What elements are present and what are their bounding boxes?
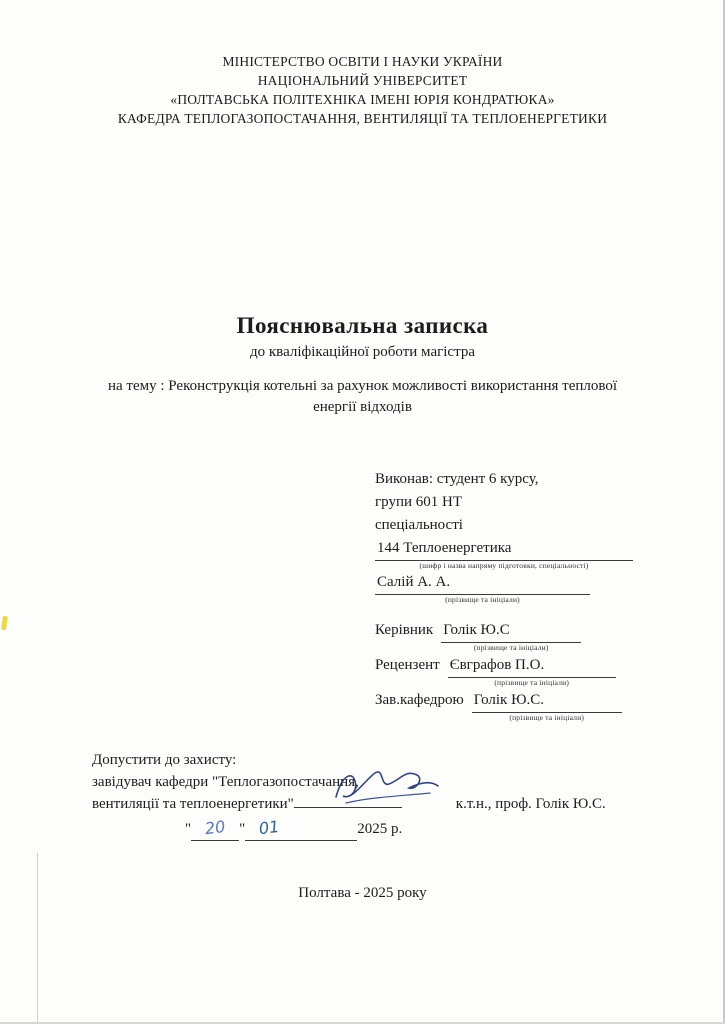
- supervisor-caption: (прізвище та ініціали): [473, 643, 549, 652]
- reviewer-name: Євграфов П.О.: [448, 654, 616, 678]
- scan-artifact-vertical-line: [37, 853, 38, 1024]
- reviewer-field: [448, 654, 616, 688]
- department-head-name: Голік Ю.С.: [472, 689, 622, 713]
- header-line-university: НАЦІОНАЛЬНИЙ УНІВЕРСИТЕТ: [257, 73, 468, 88]
- reviewer-role-label: Рецензент: [375, 657, 440, 673]
- department-head-row: [375, 689, 725, 723]
- handwritten-month: 01: [258, 816, 281, 839]
- reviewer-caption: (прізвище та ініціали): [494, 678, 570, 687]
- title-block: [0, 313, 725, 361]
- date-month-line: [245, 817, 357, 841]
- header-line-university-name: «ПОЛТАВСЬКА ПОЛІТЕХНІКА ІМЕНІ ЮРІЯ КОНДРАТЮКА»: [170, 92, 555, 107]
- specialty-field: [375, 537, 633, 571]
- executor-line-3: спеціальності: [375, 517, 463, 533]
- date-day-line: [191, 817, 239, 841]
- admission-line-2: завідувач кафедри "Теплогазопостачання,: [92, 774, 359, 790]
- student-name-caption: (прізвище та ініціали): [445, 595, 520, 604]
- executor-block: [375, 468, 725, 723]
- admission-line-1: Допустити до захисту:: [92, 752, 237, 768]
- department-head-role-label: Зав.кафедрою: [375, 692, 464, 708]
- header-line-ministry: МІНІСТЕРСТВО ОСВІТИ І НАУКИ УКРАЇНИ: [222, 54, 503, 69]
- admission-line-3: [92, 793, 692, 815]
- scan-artifact-yellow-mark: [1, 616, 8, 631]
- student-name-value: Салій А. А.: [375, 571, 590, 595]
- supervisor-name: Голік Ю.С: [441, 619, 581, 643]
- topic-line-1: на тему : Реконструкція котельні за рахунок можливості використання теплової: [107, 378, 618, 394]
- university-header: [0, 0, 725, 128]
- signature-line: [294, 793, 402, 808]
- signature-rows: [375, 619, 725, 723]
- date-year: 2025 р.: [357, 821, 403, 837]
- supervisor-role-label: Керівник: [375, 622, 434, 638]
- footer-city-year: Полтава - 2025 року: [298, 885, 427, 901]
- thesis-topic: [0, 376, 725, 418]
- department-head-field: [472, 689, 622, 723]
- topic-line-2: енергії відходів: [313, 399, 412, 415]
- specialty-caption: (шифр і назва напряму підготовки, спеціальності): [419, 561, 589, 570]
- supervisor-field: [441, 619, 581, 653]
- document-title: Пояснювальна записка: [236, 313, 489, 338]
- document-subtitle: до кваліфікаційної роботи магістра: [250, 344, 475, 360]
- date-close-quote: ": [239, 821, 246, 837]
- department-head-caption: (прізвище та ініціали): [509, 713, 585, 722]
- admission-block: [92, 749, 692, 841]
- executor-line-1: Виконав: студент 6 курсу,: [375, 471, 539, 487]
- reviewer-row: [375, 654, 725, 688]
- student-name-field: [375, 571, 590, 605]
- specialty-value: 144 Теплоенергетика: [375, 537, 633, 561]
- admission-line-3-suffix: к.т.н., проф. Голік Ю.С.: [455, 796, 606, 812]
- header-line-department: КАФЕДРА ТЕПЛОГАЗОПОСТАЧАННЯ, ВЕНТИЛЯЦІЇ ТА ТЕПЛОЕНЕРГЕТИКИ: [117, 111, 608, 126]
- executor-line-2: групи 601 НТ: [375, 494, 463, 510]
- supervisor-row: [375, 619, 725, 653]
- admission-line-3-prefix: вентиляції та теплоенергетики": [92, 796, 294, 812]
- handwritten-day: 20: [203, 816, 227, 839]
- date-open-quote: ": [185, 821, 192, 837]
- date-line: [185, 817, 692, 841]
